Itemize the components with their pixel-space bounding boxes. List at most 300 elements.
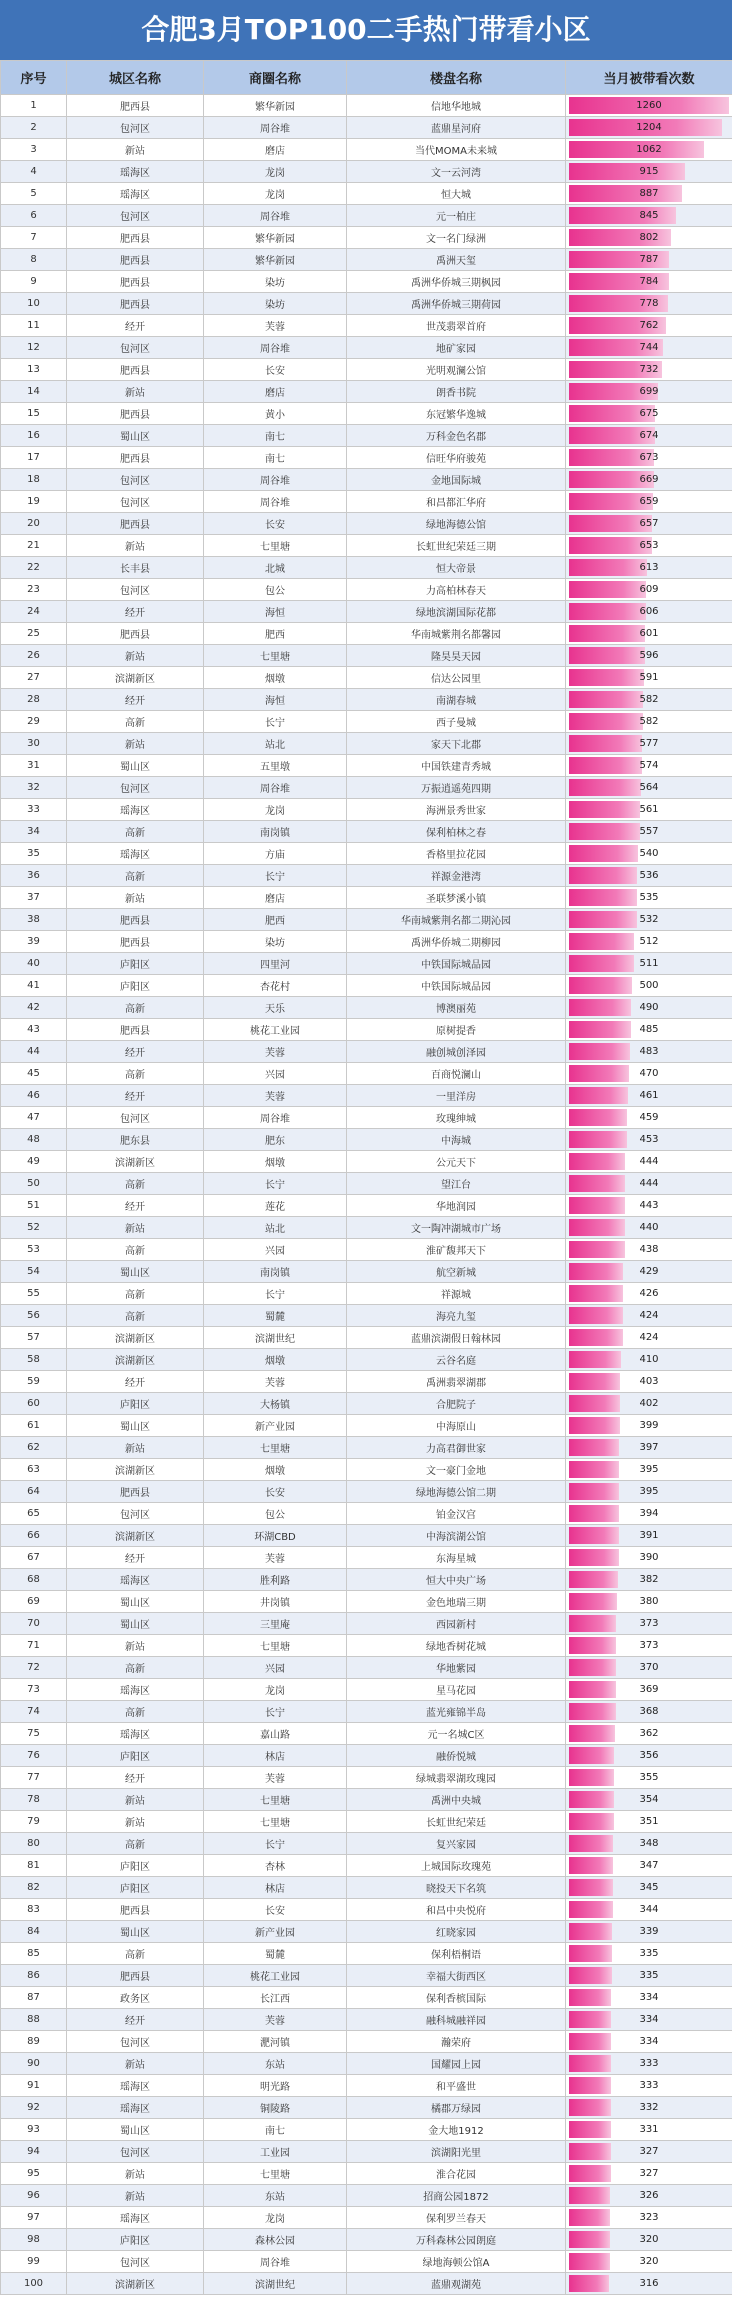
viewings-cell <box>566 2273 732 2295</box>
rank-cell: 50 <box>1 1173 67 1195</box>
community-cell: 公元天下 <box>347 1151 566 1173</box>
community-cell: 晓投天下名筑 <box>347 1877 566 1899</box>
viewings-cell <box>566 1393 732 1415</box>
district-cell: 肥西县 <box>67 95 204 117</box>
community-cell: 望江台 <box>347 1173 566 1195</box>
community-cell: 信旺华府骏苑 <box>347 447 566 469</box>
table-row <box>1 403 732 425</box>
viewings-value: 459 <box>639 1112 659 1123</box>
table-row <box>1 425 732 447</box>
table-row <box>1 359 732 381</box>
community-cell: 中海城 <box>347 1129 566 1151</box>
rank-cell: 19 <box>1 491 67 513</box>
rank-cell: 98 <box>1 2229 67 2251</box>
viewings-value: 574 <box>639 760 659 771</box>
community-cell: 和昌中央悦府 <box>347 1899 566 1921</box>
viewings-value: 582 <box>639 694 659 705</box>
business-area-cell: 南七 <box>204 425 347 447</box>
community-cell: 复兴家园 <box>347 1833 566 1855</box>
table-row <box>1 711 732 733</box>
district-cell: 政务区 <box>67 1987 204 2009</box>
district-cell: 经开 <box>67 2009 204 2031</box>
rank-cell: 55 <box>1 1283 67 1305</box>
viewings-cell <box>566 1371 732 1393</box>
rank-cell: 8 <box>1 249 67 271</box>
community-cell: 西子曼城 <box>347 711 566 733</box>
viewings-value: 532 <box>639 914 659 925</box>
rank-cell: 3 <box>1 139 67 161</box>
viewings-value: 362 <box>639 1728 659 1739</box>
viewings-cell <box>566 491 732 513</box>
district-cell: 肥西县 <box>67 909 204 931</box>
table-row <box>1 271 732 293</box>
viewings-value: 390 <box>639 1552 659 1563</box>
viewings-cell <box>566 997 732 1019</box>
viewings-cell <box>566 1503 732 1525</box>
rank-cell: 48 <box>1 1129 67 1151</box>
rank-cell: 39 <box>1 931 67 953</box>
viewings-value: 674 <box>639 430 659 441</box>
community-cell: 蓝鼎星河府 <box>347 117 566 139</box>
business-area-cell: 东站 <box>204 2185 347 2207</box>
viewings-value: 657 <box>639 518 659 529</box>
table-row <box>1 1041 732 1063</box>
rank-cell: 53 <box>1 1239 67 1261</box>
district-cell: 新站 <box>67 1437 204 1459</box>
rank-cell: 45 <box>1 1063 67 1085</box>
viewings-value: 461 <box>639 1090 659 1101</box>
community-cell: 淮矿馥邦天下 <box>347 1239 566 1261</box>
district-cell: 肥西县 <box>67 1481 204 1503</box>
viewings-value: 577 <box>639 738 659 749</box>
rank-cell: 46 <box>1 1085 67 1107</box>
viewings-value: 354 <box>639 1794 659 1805</box>
viewings-value: 512 <box>639 936 659 947</box>
district-cell: 高新 <box>67 711 204 733</box>
table-row <box>1 2031 732 2053</box>
rank-cell: 77 <box>1 1767 67 1789</box>
table-row <box>1 1019 732 1041</box>
viewings-cell <box>566 1635 732 1657</box>
header-row <box>1 61 732 95</box>
table-row <box>1 2163 732 2185</box>
district-cell: 瑶海区 <box>67 2207 204 2229</box>
table-row <box>1 843 732 865</box>
district-cell: 新站 <box>67 1635 204 1657</box>
table-row <box>1 645 732 667</box>
rank-cell: 82 <box>1 1877 67 1899</box>
table-row <box>1 1415 732 1437</box>
rank-cell: 60 <box>1 1393 67 1415</box>
rank-cell: 97 <box>1 2207 67 2229</box>
rank-cell: 94 <box>1 2141 67 2163</box>
district-cell: 新站 <box>67 2185 204 2207</box>
table-row <box>1 1965 732 1987</box>
viewings-value: 490 <box>639 1002 659 1013</box>
rank-cell: 62 <box>1 1437 67 1459</box>
table-row <box>1 491 732 513</box>
table-row <box>1 2097 732 2119</box>
district-cell: 瑶海区 <box>67 183 204 205</box>
viewings-value: 369 <box>639 1684 659 1695</box>
viewings-value: 443 <box>639 1200 659 1211</box>
district-cell: 滨湖新区 <box>67 1327 204 1349</box>
viewings-cell <box>566 513 732 535</box>
community-cell: 华地润园 <box>347 1195 566 1217</box>
rank-cell: 5 <box>1 183 67 205</box>
district-cell: 高新 <box>67 1239 204 1261</box>
header-community: 楼盘名称 <box>347 61 566 95</box>
community-cell: 家天下北郡 <box>347 733 566 755</box>
business-area-cell: 龙岗 <box>204 183 347 205</box>
viewings-value: 675 <box>639 408 659 419</box>
viewings-cell <box>566 1965 732 1987</box>
viewings-value: 915 <box>639 166 659 177</box>
rank-cell: 7 <box>1 227 67 249</box>
viewings-value: 370 <box>639 1662 659 1673</box>
page-title: 合肥3月TOP100二手热门带看小区 <box>0 0 732 60</box>
viewings-value: 613 <box>639 562 659 573</box>
viewings-cell <box>566 205 732 227</box>
viewings-cell <box>566 2075 732 2097</box>
business-area-cell: 烟墩 <box>204 1349 347 1371</box>
rank-cell: 99 <box>1 2251 67 2273</box>
viewings-value: 320 <box>639 2234 659 2245</box>
business-area-cell: 嘉山路 <box>204 1723 347 1745</box>
viewings-cell <box>566 1217 732 1239</box>
community-cell: 中铁国际城品园 <box>347 975 566 997</box>
community-cell: 祥源金港湾 <box>347 865 566 887</box>
community-cell: 金地国际城 <box>347 469 566 491</box>
district-cell: 包河区 <box>67 579 204 601</box>
business-area-cell: 长安 <box>204 359 347 381</box>
rank-cell: 9 <box>1 271 67 293</box>
community-cell: 文一陶冲湖城市广场 <box>347 1217 566 1239</box>
rank-cell: 86 <box>1 1965 67 1987</box>
rank-cell: 37 <box>1 887 67 909</box>
business-area-cell: 七里塘 <box>204 535 347 557</box>
header-district: 城区名称 <box>67 61 204 95</box>
community-cell: 金大地1912 <box>347 2119 566 2141</box>
district-cell: 蜀山区 <box>67 1591 204 1613</box>
community-cell: 禹洲华侨城三期枫园 <box>347 271 566 293</box>
community-cell: 光明观澜公馆 <box>347 359 566 381</box>
business-area-cell: 兴园 <box>204 1063 347 1085</box>
rank-cell: 31 <box>1 755 67 777</box>
district-cell: 肥西县 <box>67 1965 204 1987</box>
business-area-cell: 长宁 <box>204 865 347 887</box>
table-row <box>1 1217 732 1239</box>
table-row <box>1 1195 732 1217</box>
community-cell: 长虹世纪荣廷三期 <box>347 535 566 557</box>
community-cell: 国耀园上园 <box>347 2053 566 2075</box>
community-cell: 一里洋房 <box>347 1085 566 1107</box>
table-row <box>1 1767 732 1789</box>
business-area-cell: 井岗镇 <box>204 1591 347 1613</box>
rank-cell: 1 <box>1 95 67 117</box>
viewings-cell <box>566 293 732 315</box>
viewings-value: 327 <box>639 2146 659 2157</box>
business-area-cell: 东站 <box>204 2053 347 2075</box>
community-cell: 金色地瑞三期 <box>347 1591 566 1613</box>
district-cell: 瑶海区 <box>67 1569 204 1591</box>
business-area-cell: 胜利路 <box>204 1569 347 1591</box>
viewings-value: 333 <box>639 2080 659 2091</box>
viewings-cell <box>566 1173 732 1195</box>
district-cell: 庐阳区 <box>67 2229 204 2251</box>
community-cell: 恒大城 <box>347 183 566 205</box>
business-area-cell: 淝河镇 <box>204 2031 347 2053</box>
viewings-value: 557 <box>639 826 659 837</box>
rank-cell: 13 <box>1 359 67 381</box>
viewings-cell <box>566 1283 732 1305</box>
table-row <box>1 689 732 711</box>
viewings-value: 331 <box>639 2124 659 2135</box>
business-area-cell: 肥东 <box>204 1129 347 1151</box>
viewings-value: 395 <box>639 1464 659 1475</box>
community-cell: 滨湖阳光里 <box>347 2141 566 2163</box>
viewings-value: 511 <box>639 958 659 969</box>
rank-cell: 33 <box>1 799 67 821</box>
viewings-value: 351 <box>639 1816 659 1827</box>
rank-cell: 66 <box>1 1525 67 1547</box>
business-area-cell: 烟墩 <box>204 1151 347 1173</box>
district-cell: 肥西县 <box>67 931 204 953</box>
rank-cell: 20 <box>1 513 67 535</box>
community-cell: 海洲景秀世家 <box>347 799 566 821</box>
district-cell: 高新 <box>67 997 204 1019</box>
district-cell: 瑶海区 <box>67 799 204 821</box>
business-area-cell: 繁华新园 <box>204 249 347 271</box>
community-cell: 蓝鼎滨湖假日翰林园 <box>347 1327 566 1349</box>
business-area-cell: 芙蓉 <box>204 1547 347 1569</box>
table-row <box>1 777 732 799</box>
viewings-value: 347 <box>639 1860 659 1871</box>
business-area-cell: 七里塘 <box>204 1635 347 1657</box>
business-area-cell: 龙岗 <box>204 161 347 183</box>
table-row <box>1 2251 732 2273</box>
business-area-cell: 南七 <box>204 447 347 469</box>
viewings-value: 470 <box>639 1068 659 1079</box>
table-row <box>1 1547 732 1569</box>
business-area-cell: 周谷堆 <box>204 1107 347 1129</box>
district-cell: 滨湖新区 <box>67 1459 204 1481</box>
rank-cell: 27 <box>1 667 67 689</box>
community-cell: 保利香槟国际 <box>347 1987 566 2009</box>
table-row <box>1 1085 732 1107</box>
business-area-cell: 周谷堆 <box>204 777 347 799</box>
district-cell: 新站 <box>67 1789 204 1811</box>
district-cell: 肥西县 <box>67 293 204 315</box>
rank-cell: 65 <box>1 1503 67 1525</box>
rank-cell: 56 <box>1 1305 67 1327</box>
table-row <box>1 1833 732 1855</box>
district-cell: 高新 <box>67 1833 204 1855</box>
viewings-cell <box>566 1591 732 1613</box>
business-area-cell: 七里塘 <box>204 2163 347 2185</box>
business-area-cell: 桃花工业园 <box>204 1965 347 1987</box>
business-area-cell: 长安 <box>204 1481 347 1503</box>
viewings-cell <box>566 1195 732 1217</box>
community-cell: 圣联梦溪小镇 <box>347 887 566 909</box>
viewings-value: 453 <box>639 1134 659 1145</box>
business-area-cell: 工业园 <box>204 2141 347 2163</box>
community-cell: 玫瑰绅城 <box>347 1107 566 1129</box>
district-cell: 包河区 <box>67 469 204 491</box>
business-area-cell: 黄小 <box>204 403 347 425</box>
business-area-cell: 长安 <box>204 513 347 535</box>
community-cell: 和昌都汇华府 <box>347 491 566 513</box>
rank-cell: 23 <box>1 579 67 601</box>
district-cell: 瑶海区 <box>67 1723 204 1745</box>
district-cell: 庐阳区 <box>67 975 204 997</box>
viewings-cell <box>566 667 732 689</box>
community-cell: 原树提香 <box>347 1019 566 1041</box>
business-area-cell: 包公 <box>204 1503 347 1525</box>
community-cell: 铂金汉宫 <box>347 1503 566 1525</box>
table-row <box>1 887 732 909</box>
viewings-value: 327 <box>639 2168 659 2179</box>
viewings-value: 339 <box>639 1926 659 1937</box>
table-row <box>1 1811 732 1833</box>
viewings-value: 335 <box>639 1970 659 1981</box>
viewings-value: 784 <box>639 276 659 287</box>
table-row <box>1 1129 732 1151</box>
viewings-cell <box>566 1723 732 1745</box>
community-cell: 当代MOMA未来城 <box>347 139 566 161</box>
table-row <box>1 953 732 975</box>
district-cell: 瑶海区 <box>67 2097 204 2119</box>
viewings-value: 787 <box>639 254 659 265</box>
table-row <box>1 2053 732 2075</box>
rank-cell: 58 <box>1 1349 67 1371</box>
community-cell: 文一名门绿洲 <box>347 227 566 249</box>
viewings-value: 345 <box>639 1882 659 1893</box>
rank-cell: 34 <box>1 821 67 843</box>
rank-cell: 89 <box>1 2031 67 2053</box>
table-row <box>1 1481 732 1503</box>
viewings-value: 673 <box>639 452 659 463</box>
district-cell: 蜀山区 <box>67 1261 204 1283</box>
viewings-cell <box>566 1437 732 1459</box>
viewings-value: 403 <box>639 1376 659 1387</box>
business-area-cell: 周谷堆 <box>204 491 347 513</box>
community-cell: 中海滨湖公馆 <box>347 1525 566 1547</box>
district-cell: 包河区 <box>67 2251 204 2273</box>
table-row <box>1 2185 732 2207</box>
viewings-cell <box>566 777 732 799</box>
community-cell: 元一柏庄 <box>347 205 566 227</box>
viewings-cell <box>566 2163 732 2185</box>
table-row <box>1 447 732 469</box>
business-area-cell: 森林公园 <box>204 2229 347 2251</box>
community-cell: 力高柏林春天 <box>347 579 566 601</box>
viewings-value: 1062 <box>636 144 662 155</box>
viewings-cell <box>566 117 732 139</box>
viewings-cell <box>566 1855 732 1877</box>
business-area-cell: 芙蓉 <box>204 2009 347 2031</box>
ranking-table <box>0 60 732 2295</box>
rank-cell: 36 <box>1 865 67 887</box>
community-cell: 绿地海顿公馆A <box>347 2251 566 2273</box>
viewings-cell <box>566 161 732 183</box>
viewings-cell <box>566 425 732 447</box>
business-area-cell: 周谷堆 <box>204 337 347 359</box>
viewings-value: 424 <box>639 1332 659 1343</box>
district-cell: 新站 <box>67 887 204 909</box>
rank-cell: 71 <box>1 1635 67 1657</box>
viewings-value: 601 <box>639 628 659 639</box>
rank-cell: 42 <box>1 997 67 1019</box>
rank-cell: 6 <box>1 205 67 227</box>
business-area-cell: 周谷堆 <box>204 117 347 139</box>
viewings-value: 744 <box>639 342 659 353</box>
table-row <box>1 1349 732 1371</box>
rank-cell: 57 <box>1 1327 67 1349</box>
community-cell: 绿地滨湖国际花都 <box>347 601 566 623</box>
viewings-value: 845 <box>639 210 659 221</box>
viewings-cell <box>566 2053 732 2075</box>
community-cell: 地矿家园 <box>347 337 566 359</box>
table-row <box>1 1393 732 1415</box>
district-cell: 经开 <box>67 601 204 623</box>
header-rank: 序号 <box>1 61 67 95</box>
viewings-cell <box>566 2031 732 2053</box>
viewings-cell <box>566 711 732 733</box>
viewings-value: 762 <box>639 320 659 331</box>
table-row <box>1 2009 732 2031</box>
viewings-value: 332 <box>639 2102 659 2113</box>
table-row <box>1 733 732 755</box>
viewings-value: 591 <box>639 672 659 683</box>
business-area-cell: 南七 <box>204 2119 347 2141</box>
business-area-cell: 长宁 <box>204 1173 347 1195</box>
table-row <box>1 205 732 227</box>
table-row <box>1 227 732 249</box>
community-cell: 红晓家园 <box>347 1921 566 1943</box>
table-row <box>1 2119 732 2141</box>
district-cell: 滨湖新区 <box>67 2273 204 2295</box>
community-cell: 蓝鼎观湖苑 <box>347 2273 566 2295</box>
viewings-value: 887 <box>639 188 659 199</box>
community-cell: 中铁国际城品园 <box>347 953 566 975</box>
rank-cell: 96 <box>1 2185 67 2207</box>
viewings-value: 440 <box>639 1222 659 1233</box>
district-cell: 滨湖新区 <box>67 667 204 689</box>
rank-cell: 83 <box>1 1899 67 1921</box>
community-cell: 文一豪门金地 <box>347 1459 566 1481</box>
viewings-cell <box>566 1107 732 1129</box>
business-area-cell: 天乐 <box>204 997 347 1019</box>
business-area-cell: 龙岗 <box>204 799 347 821</box>
district-cell: 高新 <box>67 1701 204 1723</box>
district-cell: 新站 <box>67 2053 204 2075</box>
viewings-value: 500 <box>639 980 659 991</box>
table-row <box>1 161 732 183</box>
community-cell: 幸福大街西区 <box>347 1965 566 1987</box>
viewings-cell <box>566 579 732 601</box>
business-area-cell: 芙蓉 <box>204 1041 347 1063</box>
rank-cell: 92 <box>1 2097 67 2119</box>
community-cell: 香格里拉花园 <box>347 843 566 865</box>
district-cell: 肥西县 <box>67 623 204 645</box>
viewings-value: 596 <box>639 650 659 661</box>
community-cell: 招商公园1872 <box>347 2185 566 2207</box>
district-cell: 肥西县 <box>67 447 204 469</box>
business-area-cell: 林店 <box>204 1877 347 1899</box>
viewings-value: 732 <box>639 364 659 375</box>
table-row <box>1 909 732 931</box>
